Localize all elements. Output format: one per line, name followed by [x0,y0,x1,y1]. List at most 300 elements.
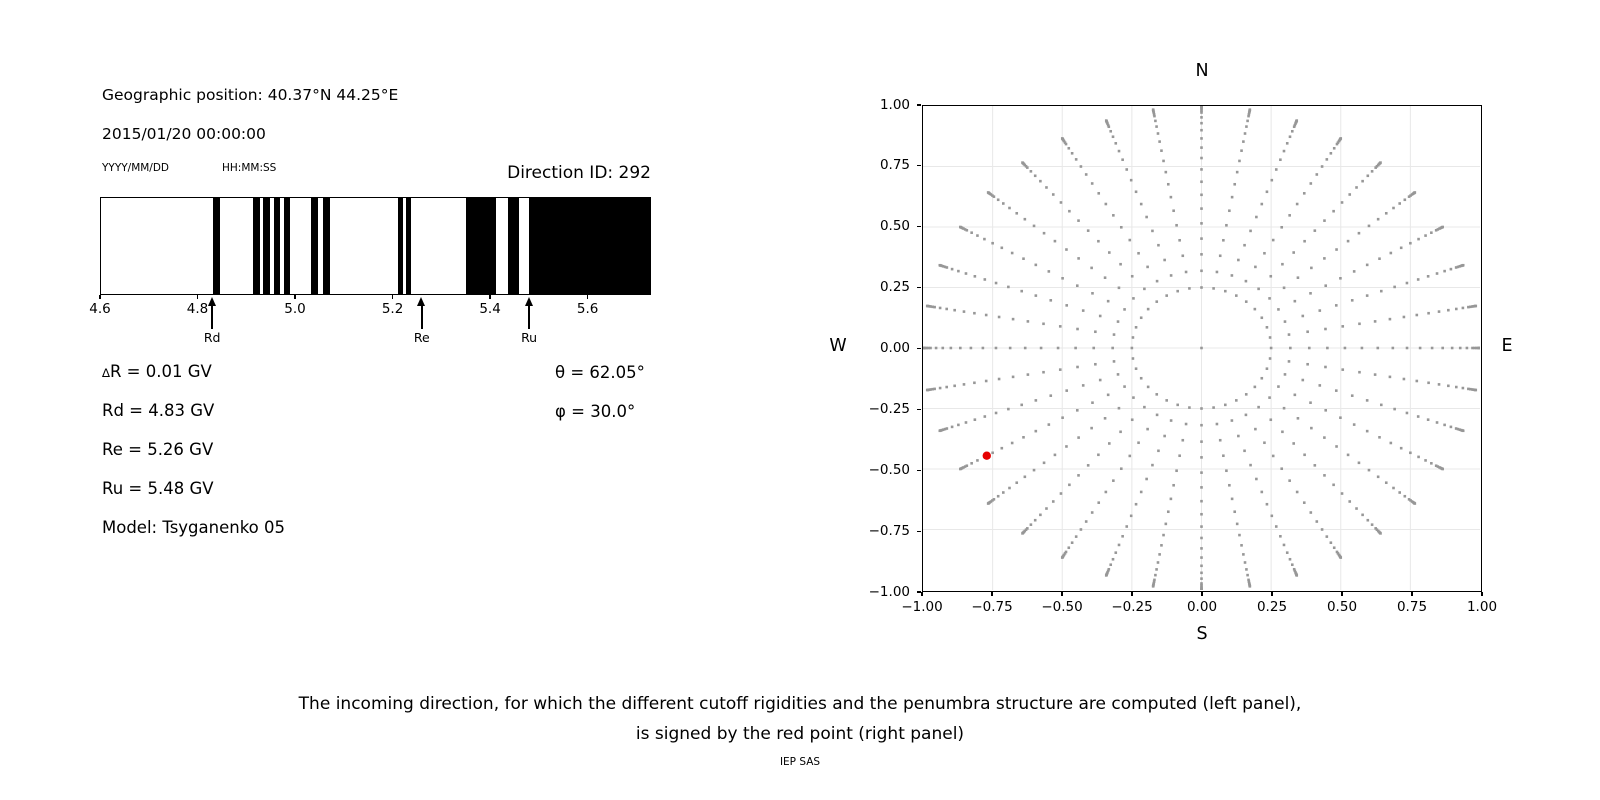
direction-dot [1200,537,1203,540]
direction-dot [1074,347,1077,350]
direction-dot [1054,454,1057,457]
direction-dot [1393,286,1396,289]
direction-dot [1460,429,1463,432]
direction-dot [1001,247,1004,250]
direction-dot [1175,469,1178,472]
direction-dot [1246,574,1249,577]
direction-dot [1403,378,1406,381]
direction-dot [1008,207,1011,210]
direction-dot [1062,555,1065,558]
direction-dot [1424,234,1427,237]
direction-dot [1341,492,1344,495]
direction-dot [1033,225,1036,228]
direction-dot [1309,292,1312,295]
direction-dot [1437,228,1440,231]
direction-dot [1024,218,1027,221]
direction-dot [1306,330,1309,333]
direction-dot [1200,253,1203,256]
direction-dot [957,424,960,427]
x-tick-label: 0.00 [1186,599,1218,615]
direction-dot [1143,288,1146,291]
direction-dot [1200,194,1203,197]
direction-dot [970,231,973,234]
direction-dot [989,192,992,195]
direction-dot [1001,447,1004,450]
direction-dot [1060,492,1063,495]
direction-dot [1240,544,1243,547]
direction-dot [1289,347,1292,350]
direction-dot [1412,192,1415,195]
direction-dot [1288,360,1291,363]
y-tick-mark [917,226,921,227]
direction-dot [1048,423,1051,426]
direction-dot [1324,284,1327,287]
direction-dot [1254,308,1257,311]
direction-dot [957,270,960,273]
direction-dot [984,415,987,418]
direction-dot [1012,318,1015,321]
direction-dot [1151,464,1154,467]
direction-dot [1266,503,1269,506]
y-tick-mark [917,348,921,349]
direction-dot [1011,252,1014,255]
direction-dot [1378,436,1381,439]
direction-dot [1243,244,1246,247]
direction-dot [1398,202,1401,205]
direction-dot [997,198,1000,201]
direction-dot [1409,451,1412,454]
direction-dot [1323,257,1326,260]
direction-dot [1424,459,1427,462]
direction-dot [1284,373,1287,376]
x-tick-mark [991,592,992,596]
direction-dot [1170,274,1173,277]
direction-dot [1469,306,1472,309]
direction-dot [1268,396,1271,399]
direction-dot [1118,287,1121,290]
direction-dot [1157,244,1160,247]
direction-dot [1200,407,1203,410]
direction-dot [1131,418,1134,421]
direction-dot [1377,218,1380,221]
direction-dot [1376,347,1379,350]
direction-dot [1023,163,1026,166]
direction-dot [1358,462,1361,465]
direction-dot [1222,239,1225,242]
direction-dot [991,242,994,245]
direction-dot [1409,499,1412,502]
direction-dot [1366,294,1369,297]
direction-dot [1385,481,1388,484]
direction-dot [1200,237,1203,240]
cutoff-arrow-label: Re [413,330,430,345]
direction-dot [1295,121,1298,124]
direction-dot [1137,441,1140,444]
direction-dot [1043,232,1046,235]
y-tick-mark [917,287,921,288]
direction-dot [1140,491,1143,494]
forbidden-band [253,198,260,294]
direction-dot [1185,271,1188,274]
direction-dot [995,282,998,285]
direction-dot [1039,180,1042,183]
direction-dot [965,421,968,424]
direction-dot [1303,240,1306,243]
direction-dot [1012,376,1015,379]
direction-dot [1128,455,1131,458]
forbidden-band [529,198,650,294]
direction-dot [1087,229,1090,232]
direction-dot [985,380,988,383]
direction-dot [1015,212,1018,215]
direction-dot [1146,266,1149,269]
direction-dot [1165,399,1168,402]
direction-dot [1027,320,1030,323]
direction-dot [1332,210,1335,213]
direction-dot [1105,203,1108,206]
direction-dot [1288,333,1291,336]
direction-dot [1090,427,1093,430]
direction-dot [1248,110,1251,113]
direction-dot [1281,430,1284,433]
direction-dot [941,265,944,268]
direction-dot [1374,373,1377,376]
x-tick-mark [1481,592,1482,596]
arrow-stem [211,305,212,329]
direction-dot [1268,297,1271,300]
direction-dot [1283,287,1286,290]
direction-dot [1188,406,1191,409]
direction-dot [1065,304,1068,307]
info-row: Ru = 5.48 GV [102,479,214,498]
direction-dot [1065,389,1068,392]
direction-dot [1270,347,1273,350]
direction-dot [1200,513,1203,516]
direction-dot [1476,347,1479,350]
direction-dot [1231,196,1234,199]
direction-dot [1212,406,1215,409]
direction-dot [1462,387,1465,390]
direction-dot [1068,484,1071,487]
direction-dot [1403,316,1406,319]
forbidden-band [323,198,330,294]
direction-dot [1347,454,1350,457]
direction-dot [1335,389,1338,392]
direction-dot [1135,190,1138,193]
direction-dot [974,275,977,278]
direction-dot [1153,113,1156,116]
direction-dot [1260,491,1263,494]
direction-dot [935,347,938,350]
direction-dot [1288,479,1291,482]
direction-dot [1172,484,1175,487]
direction-dot [1254,386,1257,389]
direction-dot [1107,300,1110,303]
y-tick-label: −1.00 [868,583,910,600]
x-tick-mark [1341,592,1342,596]
direction-dot [1034,174,1037,177]
y-tick-label: 0.25 [879,279,910,296]
direction-dot [1459,347,1462,350]
y-tick-mark [917,165,921,166]
direction-dot [1301,315,1304,318]
direction-dot [1335,248,1338,251]
x-tick-label: 0.50 [1326,599,1358,615]
direction-dot [1121,158,1124,161]
direction-dot [1246,120,1249,123]
direction-dot [1257,406,1260,409]
direction-dot [1368,225,1371,228]
direction-dot [1200,207,1203,210]
direction-dot [1248,583,1251,586]
direction-dot [1160,544,1163,547]
x-tick-label: 0.25 [1256,599,1288,615]
direction-dot [1380,290,1383,293]
direction-dot [1107,570,1110,573]
direction-dot [1400,247,1403,250]
direction-dot [1091,182,1094,185]
direction-dot [1236,171,1239,174]
direction-dot [1341,368,1344,371]
y-tick-label: −0.50 [868,461,910,478]
delta-symbol: ∆ [102,366,110,380]
direction-dot [1109,130,1112,133]
direction-dot [1042,322,1045,325]
direction-dot [1172,209,1175,212]
direction-dot [1170,196,1173,199]
direction-dot [1233,183,1236,186]
direction-dot [1155,125,1158,128]
direction-dot [1326,535,1329,538]
direction-dot [1248,113,1251,116]
direction-dot [1200,347,1203,350]
direction-dot [1366,399,1369,402]
cutoff-arrow-label: Rd [203,330,221,345]
direction-dot [974,418,977,421]
direction-dot [1200,500,1203,503]
direction-dot [1068,210,1071,213]
direction-dot [950,347,953,350]
direction-dot [964,465,967,468]
direction-dot [1035,430,1038,433]
direction-dot [1437,465,1440,468]
direction-dot [1469,388,1472,391]
direction-dot [1145,478,1148,481]
direction-dot [939,307,942,310]
direction-dot [1108,251,1111,254]
direction-dot [963,383,966,386]
direction-dot [1244,561,1247,564]
direction-dot [1158,553,1161,556]
direction-dot [1062,139,1065,142]
direction-dot [1392,347,1395,350]
direction-dot [1054,240,1057,243]
direction-dot [1353,270,1356,273]
direction-dot [970,347,973,350]
direction-dot [953,309,956,312]
info-row: Rd = 4.83 GV [102,401,215,420]
direction-dot [1348,193,1351,196]
direction-dot [1024,476,1027,479]
direction-dot [1393,408,1396,411]
direction-dot [1131,347,1134,350]
direction-dot [1146,428,1149,431]
direction-dot [1023,531,1026,534]
direction-dot [1147,386,1150,389]
direction-dot [1341,201,1344,204]
direction-dot [1309,401,1312,404]
direction-dot [1060,201,1063,204]
direction-dot [1280,467,1283,470]
direction-dot [1113,360,1116,363]
direction-dot [1367,519,1370,522]
direction-dot [1178,239,1181,242]
direction-dot [1378,257,1381,260]
direction-dot [1181,254,1184,257]
direction-dot [1255,478,1258,481]
direction-dot [1466,347,1469,350]
direction-dot [1355,186,1358,189]
direction-dot [1288,214,1291,217]
direction-dot [1033,469,1036,472]
direction-dot [1269,336,1272,339]
direction-dot [1200,110,1203,113]
direction-dot [1472,305,1475,308]
direction-dot [1419,347,1422,350]
direction-dot [1406,347,1409,350]
direction-dot [1094,330,1097,333]
direction-dot [1318,309,1321,312]
x-tick-mark [1271,592,1272,596]
direction-dot [1156,280,1159,283]
credit-label: IEP SAS [779,756,821,768]
direction-dot [1323,474,1326,477]
direction-dot [1310,182,1313,185]
direction-dot [1348,500,1351,503]
direction-dot [1160,149,1163,152]
zenith-angle-label: θ = 62.05° [555,363,645,382]
direction-dot [941,347,944,350]
direction-dot [1378,531,1381,534]
x-tick-mark [1061,592,1062,596]
direction-dot [1153,580,1156,583]
direction-dot [1121,535,1124,538]
direction-dot [1291,130,1294,133]
penumbra-tick-label: 5.4 [479,301,501,317]
direction-dot [991,451,994,454]
direction-dot [1225,224,1228,227]
y-tick-label: −0.75 [868,522,910,539]
direction-dot [1011,442,1014,445]
y-tick-mark [917,591,921,592]
direction-dot [1104,417,1107,420]
direction-dot [1137,252,1140,255]
direction-dot [1242,553,1245,556]
direction-dot [1052,500,1055,503]
direction-dot [1341,325,1344,328]
direction-dot [961,467,964,470]
direction-dot [1085,173,1088,176]
direction-dot [1296,491,1299,494]
direction-dot [1292,251,1295,254]
direction-dot [1140,203,1143,206]
direction-dot [1106,121,1109,124]
direction-dot [1216,423,1219,426]
direction-dot [1231,274,1234,277]
direction-dot [1249,230,1252,233]
direction-dot [1310,427,1313,430]
direction-dot [1155,393,1158,396]
direction-dot [1473,347,1476,350]
direction-dot [1035,399,1038,402]
direction-dot [1439,227,1442,230]
direction-dot [1135,326,1138,329]
direction-dot [1224,404,1227,407]
direction-dot [1355,507,1358,510]
direction-dot [1335,304,1338,307]
direction-dot [1308,347,1311,350]
direction-dot [1283,150,1286,153]
direction-dot [1200,137,1203,140]
direction-dot [1030,523,1033,526]
forbidden-band [398,198,403,294]
direction-dot [1035,264,1038,267]
direction-dot [1294,394,1297,397]
direction-dot [1294,300,1297,303]
direction-dot [1416,380,1419,383]
direction-dot [998,316,1001,319]
direction-dot [995,412,998,415]
direction-dot [1117,320,1120,323]
direction-dot [1392,487,1395,490]
direction-dot [1409,242,1412,245]
x-tick-mark [1411,592,1412,596]
direction-dot [1118,150,1121,153]
direction-dot [1200,547,1203,550]
direction-dot [1244,132,1247,135]
direction-dot [1245,393,1248,396]
y-tick-label: 0.50 [879,218,910,235]
direction-dot [1097,240,1100,243]
direction-dot [1075,535,1078,538]
direction-dot [1324,409,1327,412]
direction-dot [1080,165,1083,168]
direction-dot [1024,347,1027,350]
direction-dot [1451,347,1454,350]
direction-dot [1279,158,1282,161]
direction-dot [1002,491,1005,494]
direction-dot [1385,212,1388,215]
direction-dot [1200,486,1203,489]
direction-dot [1212,287,1215,290]
direction-dot [944,266,947,269]
direction-dot [1052,193,1055,196]
direction-dot [1224,290,1227,293]
direction-dot [1367,174,1370,177]
direction-dot [945,386,948,389]
direction-dot [1049,394,1052,397]
direction-dot [1219,439,1222,442]
direction-dot [1170,498,1173,501]
direction-dot [1281,263,1284,266]
selected-direction-red-point [983,451,991,459]
direction-dot [1294,570,1297,573]
x-tick-label: −0.50 [1041,599,1083,615]
x-tick-label: −0.25 [1111,599,1153,615]
direction-dot [1294,124,1297,127]
y-tick-mark [917,409,921,410]
direction-dot [1007,286,1010,289]
